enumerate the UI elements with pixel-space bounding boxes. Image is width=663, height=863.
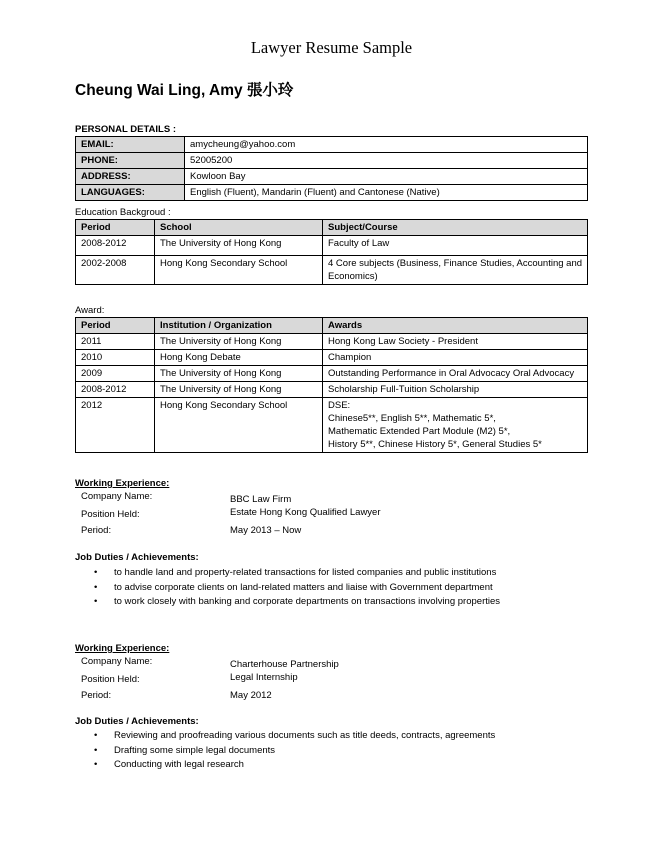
bullet-icon: • [94,596,98,607]
education-table [75,219,588,285]
duty-text: Conducting with legal research [114,759,244,770]
table-header-row [76,220,588,236]
table-cell: 2009 [76,366,155,382]
column-header: Period [76,220,155,236]
table-row [76,137,588,153]
table-row [76,256,588,285]
table-row [76,169,588,185]
list-item [94,595,501,610]
list-item [94,581,500,596]
table-cell: Hong Kong Secondary School [155,398,323,453]
table-cell: DSE: Chinese5**, English 5**, Mathematic 5*, Mathematic Extended Part Module (M2) 5*, History 5**, Chinese History 5*, General Studies 5* [323,398,588,453]
bullet-icon: • [94,581,98,593]
education-heading: Education Backgroud : [75,207,171,218]
table-row [76,334,588,350]
table-header-row [76,318,588,334]
company-name-value: Charterhouse Partnership [230,659,339,670]
table-cell: 2011 [76,334,155,350]
table-cell: 2008-2012 [76,236,155,256]
company-name-value: BBC Law Firm [230,494,292,505]
column-header: School [155,220,323,236]
table-row [76,185,588,201]
table-row [76,236,588,256]
period-label: Period: [81,690,112,701]
table-cell: The University of Hong Kong [155,366,323,382]
position-held-value: Estate Hong Kong Qualified Lawyer [230,507,381,518]
duty-text: Drafting some simple legal documents [114,744,276,756]
job-duties-list [94,729,496,773]
job-duties-heading: Job Duties / Achievements: [75,552,199,563]
period-value: May 2012 [230,690,272,701]
job-duties-list [94,566,501,610]
table-cell: Outstanding Performance in Oral Advocacy Oral Advocacy [323,366,588,382]
personal-details-heading: PERSONAL DETAILS : [75,124,176,135]
column-header: Institution / Organization [155,318,323,334]
company-name-label: Company Name: [81,491,153,502]
table-row [76,398,588,453]
working-experience-heading: Working Experience: [75,643,170,654]
table-row [76,350,588,366]
languages-label: LANGUAGES: [76,185,185,201]
company-name-label: Company Name: [81,656,153,667]
table-cell: The University of Hong Kong [155,236,323,256]
table-cell: 2012 [76,398,155,453]
bullet-icon: • [94,759,98,770]
table-cell: 2010 [76,350,155,366]
column-header: Period [76,318,155,334]
position-held-label: Position Held: [81,509,140,520]
table-cell: Hong Kong Secondary School [155,256,323,285]
duty-text: to handle land and property-related transactions for listed companies and public institutions [114,567,497,578]
list-item [94,566,500,581]
address-value: Kowloon Bay [185,169,588,185]
document-title: Lawyer Resume Sample [250,38,413,57]
phone-label: PHONE: [76,153,185,169]
position-held-value: Legal Internship [230,672,298,683]
period-value: May 2013 – Now [230,525,302,536]
bullet-icon: • [94,730,98,741]
table-cell: The University of Hong Kong [155,334,323,350]
award-heading: Award: [75,305,105,316]
table-row [76,366,588,382]
phone-value: 52005200 [185,153,588,169]
table-cell: The University of Hong Kong [155,382,323,398]
table-cell: Hong Kong Law Society - President [323,334,588,350]
table-cell: Champion [323,350,588,366]
address-label: ADDRESS: [76,169,185,185]
table-cell: Scholarship Full-Tuition Scholarship [323,382,588,398]
bullet-icon: • [94,744,98,756]
column-header: Awards [323,318,588,334]
list-item [94,744,495,759]
table-cell: Faculty of Law [323,236,588,256]
table-row [76,382,588,398]
bullet-icon: • [94,567,98,578]
personal-details-table [75,136,588,201]
person-name: Cheung Wai Ling, Amy 張小玲 [75,82,294,99]
column-header: Subject/Course [323,220,588,236]
position-held-label: Position Held: [81,674,140,685]
table-cell: Hong Kong Debate [155,350,323,366]
period-label: Period: [81,525,112,536]
table-row [76,153,588,169]
duty-text: Reviewing and proofreading various documents such as title deeds, contracts, agreements [114,730,496,741]
email-label: EMAIL: [76,137,185,153]
working-experience-heading: Working Experience: [75,478,170,489]
list-item [94,758,495,773]
job-duties-heading: Job Duties / Achievements: [75,716,199,727]
table-cell: 2002-2008 [76,256,155,285]
table-cell: 4 Core subjects (Business, Finance Studies, Accounting and Economics) [323,256,588,285]
duty-text: to advise corporate clients on land-related matters and liaise with Government department [114,581,493,593]
list-item [94,729,496,744]
award-table [75,317,588,453]
table-cell: 2008-2012 [76,382,155,398]
languages-value: English (Fluent), Mandarin (Fluent) and Cantonese (Native) [185,185,588,201]
email-value: amycheung@yahoo.com [185,137,588,153]
duty-text: to work closely with banking and corporate departments on transactions involving properties [114,596,501,607]
